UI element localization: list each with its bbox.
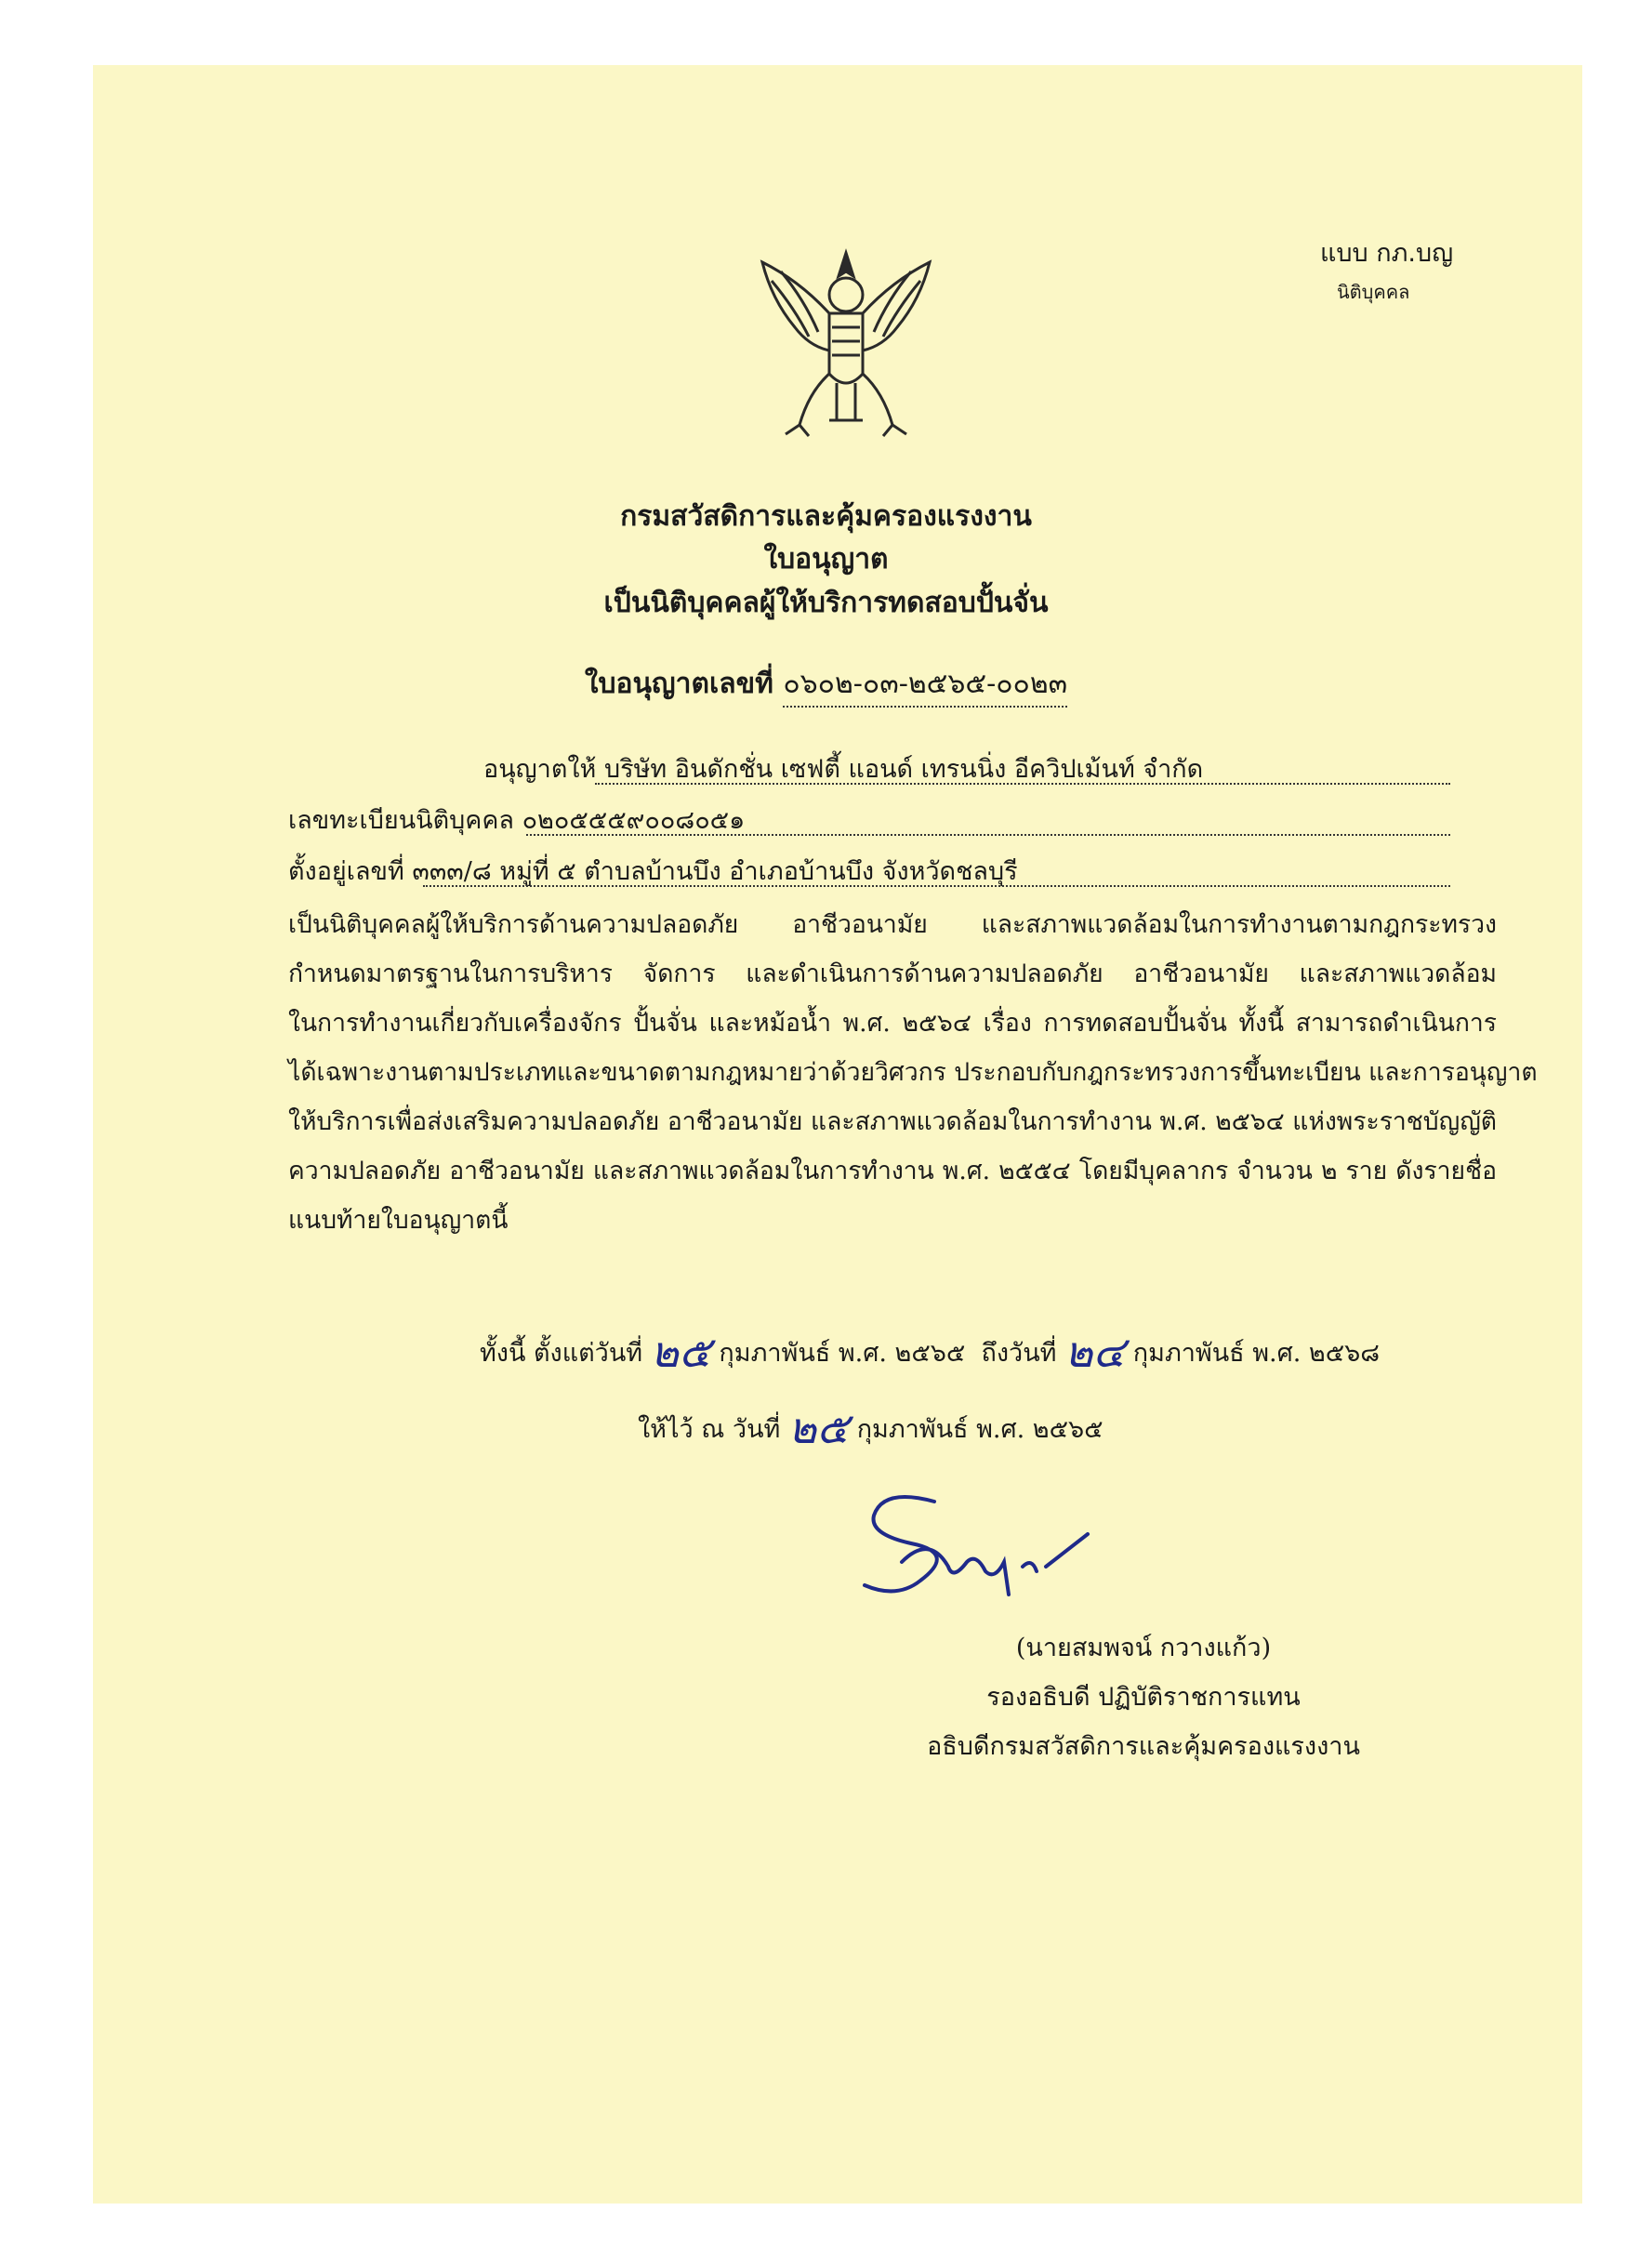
document-type: ใบอนุญาต [763, 543, 889, 576]
address: ๓๓๓/๘ หมู่ที่ ๕ ตำบลบ้านบึง อำเภอบ้านบึง จังหวัดชลบุรี [412, 857, 1018, 886]
address-label: ตั้งอยู่เลขที่ [288, 857, 404, 886]
body-line: ในการทำงานเกี่ยวกับเครื่องจักร ปั้นจั่น และหม้อน้ำ พ.ศ. ๒๕๖๔ เรื่อง การทดสอบปั้นจั่น ทั้งนี้ สามารถดำเนินการ [288, 1009, 1497, 1038]
issue-date-rest: กุมภาพันธ์ พ.ศ. ๒๕๖๕ [856, 1415, 1104, 1444]
registration-dotted-line [526, 834, 1450, 836]
valid-to-label: ถึงวันที่ [981, 1339, 1057, 1368]
body-line: ได้เฉพาะงานตามประเภทและขนาดตามกฎหมายว่าด้วยวิศวกร ประกอบกับกฎกระทรวงการขึ้นทะเบียน และการอนุญาต [288, 1058, 1538, 1087]
form-type: นิติบุคคล [1337, 281, 1410, 303]
signer-name: (นายสมพจน์ กวางแก้ว) [1015, 1634, 1272, 1662]
agency-name: กรมสวัสดิการและคุ้มครองแรงงาน [620, 500, 1032, 533]
license-number: ๐๖๐๒-๐๓-๒๕๖๕-๐๐๒๓ [783, 662, 1067, 708]
license-number-line [0, 662, 1652, 708]
license-body [288, 900, 1538, 1245]
body-line: ความปลอดภัย อาชีวอนามัย และสภาพแวดล้อมในการทำงาน พ.ศ. ๒๕๕๔ โดยมีบุคลากร จำนวน ๒ ราย ดังรายชื่อ [288, 1157, 1497, 1185]
issue-date [638, 1395, 1104, 1462]
body-line: ให้บริการเพื่อส่งเสริมความปลอดภัย อาชีวอนามัย และสภาพแวดล้อมในการทำงาน พ.ศ. ๒๕๖๔ แห่งพระราชบัญญัติ [288, 1107, 1497, 1136]
valid-to-day: ๒๔ [1064, 1327, 1126, 1377]
signer-title: อธิบดีกรมสวัสดิการและคุ้มครองแรงงาน [927, 1732, 1360, 1761]
valid-from-label: ทั้งนี้ ตั้งแต่วันที่ [480, 1339, 643, 1368]
license-purpose: เป็นนิติบุคคลผู้ให้บริการทดสอบปั้นจั่น [603, 587, 1049, 619]
issue-date-label: ให้ไว้ ณ วันที่ [638, 1415, 781, 1444]
valid-from-day: ๒๕ [650, 1327, 711, 1377]
body-line: กำหนดมาตรฐานในการบริหาร จัดการ และดำเนินการด้านความปลอดภัย อาชีวอนามัย และสภาพแวดล้อม [288, 960, 1497, 988]
garuda-emblem-icon [744, 244, 948, 439]
grantee-dotted-line [595, 783, 1450, 785]
license-number-label: ใบอนุญาตเลขที่ [584, 668, 773, 700]
address-dotted-line [423, 885, 1450, 887]
body-line: เป็นนิติบุคคลผู้ให้บริการด้านความปลอดภัย อาชีวอนามัย และสภาพแวดล้อมในการทำงานตามกฎกระทรวง [288, 910, 1497, 939]
grantee-name: บริษัท อินดักชั่น เซฟตี้ แอนด์ เทรนนิ่ง อีควิปเม้นท์ จำกัด [603, 755, 1204, 784]
signature-image [846, 1478, 1106, 1618]
body-line: แนบท้ายใบอนุญาตนี้ [288, 1206, 509, 1235]
issue-day: ๒๕ [787, 1403, 850, 1453]
validity-period [480, 1318, 1380, 1386]
form-code: แบบ กภ.บญ [1320, 239, 1454, 268]
signer-position: รองอธิบดี ปฏิบัติราชการแทน [986, 1683, 1301, 1712]
registration-label: เลขทะเบียนนิติบุคคล [288, 806, 514, 835]
valid-from-date: กุมภาพันธ์ พ.ศ. ๒๕๖๕ [719, 1339, 966, 1368]
valid-to-date: กุมภาพันธ์ พ.ศ. ๒๕๖๘ [1132, 1339, 1381, 1368]
grantee-label: อนุญาตให้ [483, 755, 597, 784]
registration-number: ๐๒๐๕๕๕๙๐๐๘๐๕๑ [522, 806, 746, 835]
